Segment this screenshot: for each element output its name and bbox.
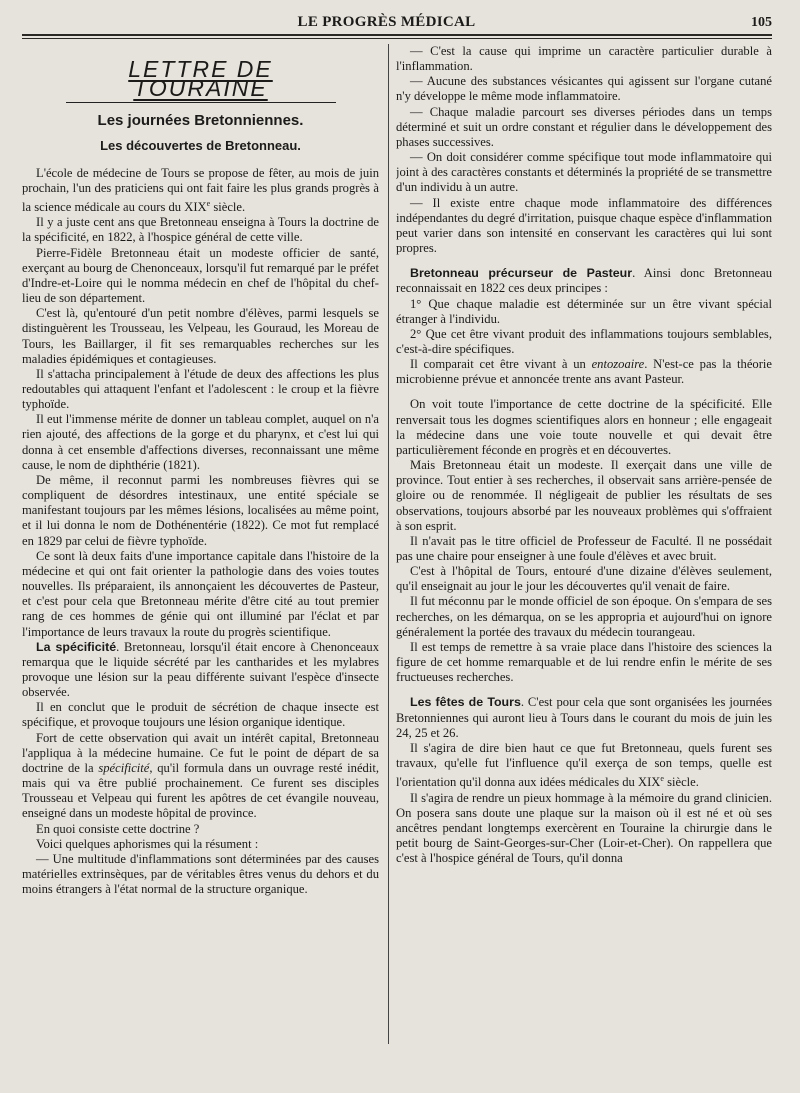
column-divider	[388, 44, 389, 1044]
rubric-box	[66, 56, 336, 103]
left-column	[22, 44, 379, 1044]
paragraph: Voici quelques aphorismes qui la résument :	[36, 836, 259, 851]
paragraph: — Une multitude d'inflammations sont déterminées par des causes matérielles extrinsèques, par de véritables êtres venus du dehors et du moins étrangers à l'état normal de la structure organique.	[22, 851, 379, 897]
paragraph: Mais Bretonneau était un modeste. Il exerçait dans une ville de province. Tout entier à ses recherches, il observait sans arrière-pensée de gloire ou de renommée. Il négligeait de publier les résultats de ses observations, toujours absorbé par les nouveaux problèmes qui s'offraient à son esprit.	[396, 458, 772, 533]
paragraph: Il est temps de remettre à sa vraie place dans l'histoire des sciences la figure de cet homme remarquable et de lui rendre enfin le mérite de ses fructueuses recherches.	[396, 639, 772, 685]
article-title: Les journées Bretonniennes.	[97, 112, 304, 130]
section-heading: Les fêtes de Tours	[410, 695, 521, 710]
article-subtitle: Les découvertes de Bretonneau.	[100, 138, 301, 154]
paragraph: On voit toute l'importance de cette doctrine de la spécificité. Elle renversait tous les dogmes scientifiques alors en honneur ; elle engageait la médecine dans une voie toute nouvelle et qui devait être particulièrement féconde en progrès et en découvertes.	[396, 397, 772, 457]
paragraph: Il n'avait pas le titre officiel de Professeur de Faculté. Il ne possédait pas une chaire pour enseigner à une foule d'élèves et avec bruit.	[396, 533, 772, 563]
aphorism: — Chaque maladie parcourt ses diverses périodes dans un temps déterminé et suit un ordre constant et régulier dans le développement des phases successives.	[396, 104, 772, 149]
paragraph: Il fut méconnu par le monde officiel de son époque. On s'empara de ses recherches, on les démarqua, on se les appropria et aujourd'hui on ignore généralement la portée des travaux du médecin tourangeau.	[396, 594, 772, 639]
paragraph: De même, il reconnut parmi les nombreuses fièvres qui se compliquent de désordres intestinaux, une entité spéciale se manifestant toujours par les mêmes lésions, localisées au même point, et il lui donna le nom de Dothénentérie (1822). Ce mot fut remplacé en 1829 par celui de fièvre typhoïde.	[22, 472, 379, 548]
section-heading: Bretonneau précurseur de Pasteur	[410, 266, 633, 281]
paragraph: 1° Que chaque maladie est déterminée sur un être vivant spécial étranger à l'individu.	[396, 296, 772, 326]
right-column	[396, 44, 772, 1044]
paragraph: C'est là, qu'entouré d'un petit nombre d'élèves, parmi lesquels se distinguèrent les Trousseau, les Velpeau, les Gouraud, les Moreau de Tours, les Baillarger, il fit ses remarquables recherches sur les maladies épidémiques et contagieuses.	[22, 306, 379, 366]
paragraph: Il s'attacha principalement à l'étude de deux des affections les plus redoutables qui attaquent l'enfant et l'adolescent : le croup et la fièvre typhoïde.	[22, 366, 379, 412]
paragraph: Pierre-Fidèle Bretonneau était un modeste officier de santé, exerçant au bourg de Chenonceaux, lorsqu'il fut remarqué par le préfet d'Indre-et-Loire qui le nomma médecin en chef de l'hôpital du chef-lieu de son département.	[22, 245, 379, 306]
paragraph: Il s'agira de rendre un pieux hommage à la mémoire du grand clinicien. On posera sans doute une plaque sur la maison où il est né et où ses ancêtres pendant longtemps exercèrent en Touraine la chirurgie dans le petit bourg de Saint-Georges-sur-Cher (Loir-et-Cher). On rappellera que c'est à l'hospice général de Tours, qu'il donna	[396, 790, 772, 866]
paragraph: Fort de cette observation qui avait un intérêt capital, Bretonneau l'appliqua à la médecine humaine. Ce fut le point de départ de sa doctrine de la spécificité, qu'il formula dans un ouvrage resté inédit, mais qui va être publié prochainement. Ce furent ses disciples Trousseau et Velpeau qui furent les apôtres de cet évangile nouveau, enseigné dans un modeste hôpital de province.	[22, 730, 379, 821]
aphorism: — Aucune des substances vésicantes qui agissent sur l'organe cutané n'y développe le même mode inflammatoire.	[396, 74, 772, 104]
paragraph: Il s'agira de dire bien haut ce que fut Bretonneau, quels furent ses travaux, qu'elle fut l'influence qu'il exerça de son temps, quelle est l'orientation qu'il donna aux idées médicales du XIXe siècle.	[396, 740, 772, 790]
paragraph: Il en conclut que le produit de sécrétion de chaque insecte est spécifique, et provoque toujours une lésion organique identique.	[22, 700, 379, 730]
journal-title: LE PROGRÈS MÉDICAL	[297, 14, 476, 30]
aphorism: — On doit considérer comme spécifique tout mode inflammatoire qui joint à des caractères constants et déterminés la propriété de se transmettre d'un individu à un autre.	[396, 150, 772, 195]
page-header	[22, 8, 772, 36]
paragraph: Il comparait cet être vivant à un entozoaire. N'est-ce pas la théorie microbienne prévue et annoncée trente ans avant Pasteur.	[396, 357, 772, 387]
page-number: 105	[751, 15, 772, 30]
aphorism: — C'est la cause qui imprime un caractère particulier durable à l'inflammation.	[396, 44, 772, 74]
paragraph: Bretonneau précurseur de Pasteur. Ainsi donc Bretonneau reconnaissait en 1822 ces deux principes :	[396, 266, 772, 296]
paragraph: Les fêtes de Tours. C'est pour cela que sont organisées les journées Bretonniennes qui auront lieu à Tours dans le courant du mois de juin les 24, 25 et 26.	[396, 695, 772, 740]
paragraph: 2° Que cet être vivant produit des inflammations toujours semblables, c'est-à-dire spécifiques.	[396, 326, 772, 356]
paragraph: L'école de médecine de Tours se propose de fêter, au mois de juin prochain, l'un des praticiens qui ont fait faire les plus grands progrès à la science médicale au cours du XIXe siècle.	[22, 165, 379, 215]
header-rule	[22, 38, 772, 39]
paragraph: Il eut l'immense mérite de donner un tableau complet, auquel on n'a rien ajouté, des affections de la gorge et du pharynx, et c'est lui qui donna à cet ensemble d'affections diverses, reconnaissant une même cause, le nom de diphthérie (1821).	[22, 412, 379, 472]
section-heading: La spécificité	[36, 639, 117, 654]
rubric-title: LETTRE DE TOURAINE	[128, 56, 273, 102]
paragraph: La spécificité. Bretonneau, lorsqu'il était encore à Chenonceaux remarqua que le liquide sécrété par les cantharides et les mylabres provoque une lésion sur la peau différente suivant l'espèce d'insecte observée.	[22, 639, 379, 700]
paragraph: Il y a juste cent ans que Bretonneau enseigna à Tours la doctrine de la spécificité, en 1822, à l'hospice général de cette ville.	[22, 215, 379, 245]
paragraph: Ce sont là deux faits d'une importance capitale dans l'histoire de la médecine et qui ont fait orienter la pathologie dans des voies toutes nouvelles. Ils préparaient, ils annonçaient les découvertes de Pasteur, et c'est pour cela que Bretonneau mérite d'être cité au tout premier rang de ces hommes de génie qui ont illuminé par l'éclat et par l'importance de leurs travaux la route du progrès scientifique.	[22, 548, 379, 639]
aphorism: — Il existe entre chaque mode inflammatoire des différences indépendantes du degré d'irritation, puisque chaque espèce d'inflammation peut varier dans son intensité en conservant les caractères qui lui sont propres.	[396, 195, 772, 256]
paragraph: C'est à l'hôpital de Tours, entouré d'une dizaine d'élèves seulement, qu'il enseignait au jour le jour les découvertes qu'il venait de faire.	[396, 564, 772, 594]
paragraph: En quoi consiste cette doctrine ?	[36, 821, 200, 836]
